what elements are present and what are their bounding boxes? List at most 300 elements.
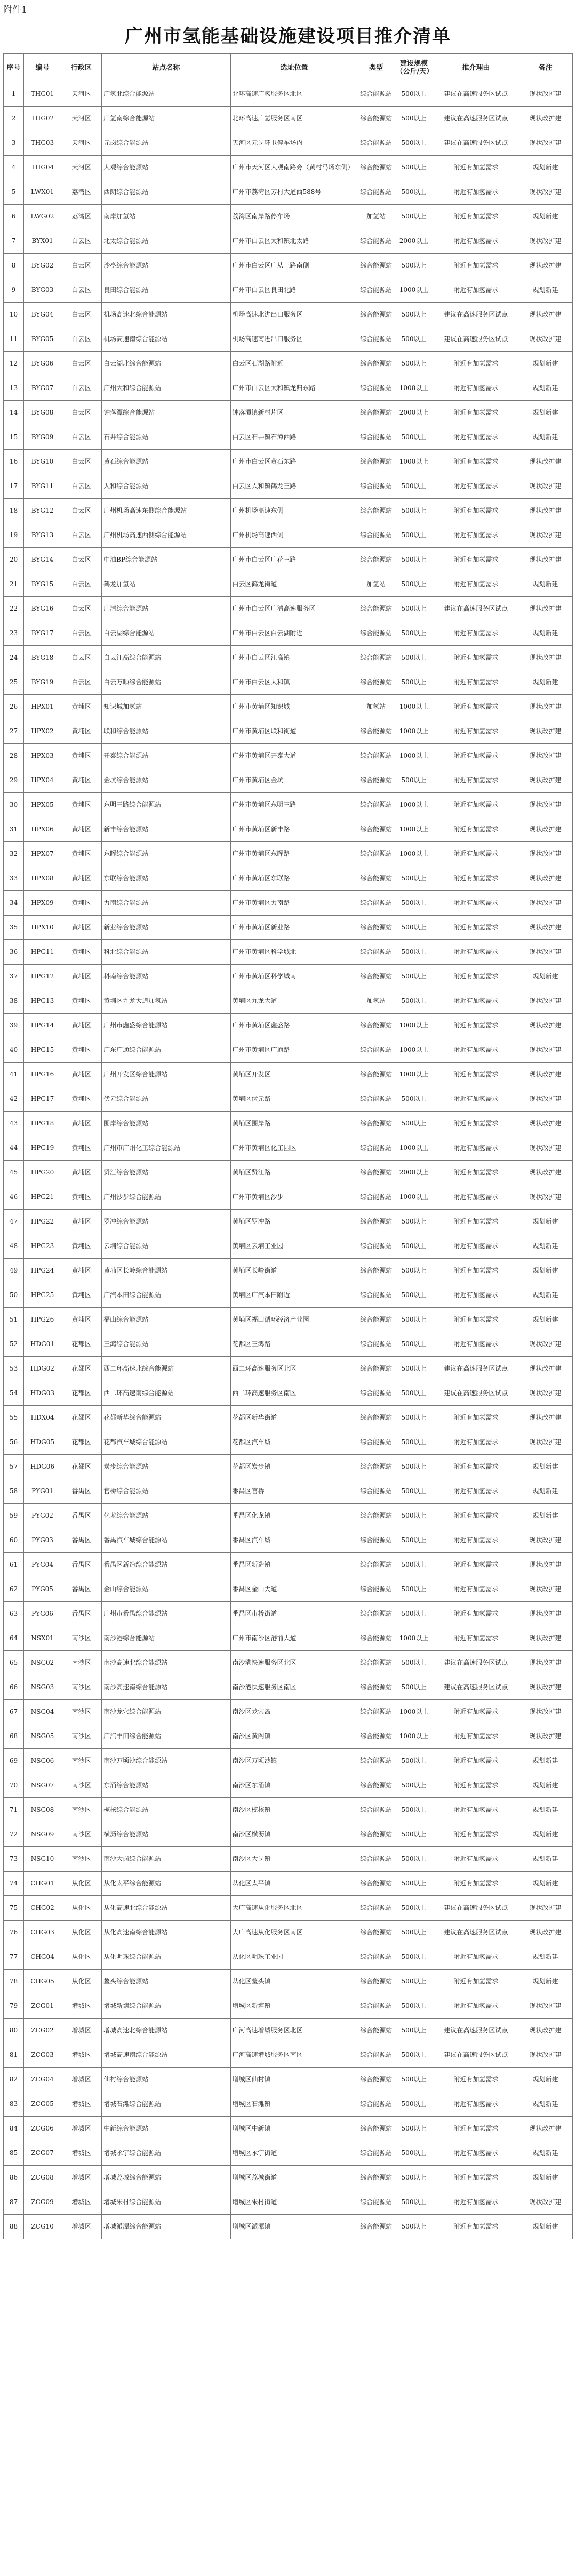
cell-code: NSG04 <box>24 1700 61 1724</box>
cell-remark: 规划新建 <box>518 1872 573 1896</box>
cell-district: 黄埔区 <box>61 1038 101 1063</box>
cell-station-name: 增城朱村综合能源站 <box>102 2190 230 2215</box>
cell-reason: 附近有加氢需求 <box>434 1798 518 1822</box>
cell-location: 花都区三鸿路 <box>230 1332 358 1357</box>
cell-type: 综合能源站 <box>358 1847 394 1872</box>
cell-remark: 规划新建 <box>518 1504 573 1528</box>
cell-station-name: 云埔综合能源站 <box>102 1234 230 1259</box>
cell-code: HPX10 <box>24 916 61 940</box>
cell-type: 综合能源站 <box>358 1577 394 1602</box>
cell-type: 综合能源站 <box>358 156 394 180</box>
cell-scale: 500以上 <box>394 1602 434 1626</box>
cell-type: 综合能源站 <box>358 180 394 205</box>
cell-remark: 规划新建 <box>518 1749 573 1773</box>
cell-code: NSX01 <box>24 1626 61 1651</box>
cell-type: 综合能源站 <box>358 866 394 891</box>
cell-scale: 500以上 <box>394 1970 434 1994</box>
cell-type: 综合能源站 <box>358 1626 394 1651</box>
table-row <box>4 989 573 1014</box>
cell-scale: 500以上 <box>394 965 434 989</box>
cell-scale: 500以上 <box>394 180 434 205</box>
cell-location: 广州市天河区大观南路旁（黄村马场东侧） <box>230 156 358 180</box>
cell-code: BYG10 <box>24 450 61 474</box>
cell-type: 加氢站 <box>358 205 394 229</box>
cell-scale: 1000以上 <box>394 1136 434 1161</box>
table-row <box>4 646 573 670</box>
cell-district: 白云区 <box>61 376 101 401</box>
cell-seq: 64 <box>4 1626 24 1651</box>
cell-reason: 附近有加氢需求 <box>434 1577 518 1602</box>
cell-station-name: 机场高速南综合能源站 <box>102 327 230 352</box>
cell-location: 北环高速广氢服务区南区 <box>230 107 358 131</box>
cell-scale: 500以上 <box>394 866 434 891</box>
cell-code: CHG05 <box>24 1970 61 1994</box>
cell-type: 综合能源站 <box>358 597 394 621</box>
cell-reason: 附近有加氢需求 <box>434 1970 518 1994</box>
cell-seq: 68 <box>4 1724 24 1749</box>
cell-location: 增城区石滩镇 <box>230 2092 358 2117</box>
cell-reason: 附近有加氢需求 <box>434 1700 518 1724</box>
cell-scale: 500以上 <box>394 2092 434 2117</box>
table-row <box>4 1847 573 1872</box>
cell-seq: 36 <box>4 940 24 965</box>
cell-scale: 500以上 <box>394 425 434 450</box>
cell-district: 增城区 <box>61 2117 101 2141</box>
cell-reason: 附近有加氢需求 <box>434 891 518 916</box>
cell-district: 黄埔区 <box>61 891 101 916</box>
cell-seq: 88 <box>4 2215 24 2239</box>
cell-district: 白云区 <box>61 352 101 376</box>
cell-district: 白云区 <box>61 450 101 474</box>
cell-station-name: 力南综合能源站 <box>102 891 230 916</box>
cell-reason: 附近有加氢需求 <box>434 866 518 891</box>
cell-location: 黄埔区罗冲路 <box>230 1210 358 1234</box>
cell-scale: 1000以上 <box>394 744 434 768</box>
table-row <box>4 425 573 450</box>
table-row <box>4 2190 573 2215</box>
cell-remark: 现状改扩建 <box>518 768 573 793</box>
cell-location: 广州市黄埔区鑫盛路 <box>230 1014 358 1038</box>
cell-scale: 500以上 <box>394 1504 434 1528</box>
cell-location: 白云区石湖路附近 <box>230 352 358 376</box>
cell-type: 综合能源站 <box>358 940 394 965</box>
cell-district: 花都区 <box>61 1455 101 1479</box>
cell-code: THG04 <box>24 156 61 180</box>
table-row <box>4 1479 573 1504</box>
cell-station-name: 番禺区新造综合能源站 <box>102 1553 230 1577</box>
cell-location: 西二环高速服务区南区 <box>230 1381 358 1406</box>
cell-type: 加氢站 <box>358 989 394 1014</box>
table-row <box>4 2019 573 2043</box>
cell-location: 番禺区化龙镇 <box>230 1504 358 1528</box>
cell-district: 南沙区 <box>61 1626 101 1651</box>
cell-location: 广州机场高速东侧 <box>230 499 358 523</box>
cell-scale: 500以上 <box>394 1528 434 1553</box>
header-code: 编号 <box>24 54 61 82</box>
header-reason: 推介理由 <box>434 54 518 82</box>
cell-reason: 建议在高速服务区试点 <box>434 1381 518 1406</box>
cell-seq: 1 <box>4 82 24 107</box>
cell-location: 黄埔区长岭街道 <box>230 1259 358 1283</box>
cell-scale: 1000以上 <box>394 1038 434 1063</box>
table-row <box>4 1675 573 1700</box>
cell-station-name: 南沙港综合能源站 <box>102 1626 230 1651</box>
cell-remark: 现状改扩建 <box>518 2043 573 2068</box>
cell-seq: 3 <box>4 131 24 156</box>
table-row <box>4 2166 573 2190</box>
cell-remark: 现状改扩建 <box>518 1724 573 1749</box>
cell-district: 黄埔区 <box>61 1087 101 1112</box>
cell-remark: 现状改扩建 <box>518 597 573 621</box>
cell-district: 黄埔区 <box>61 1063 101 1087</box>
table-row <box>4 793 573 817</box>
cell-seq: 54 <box>4 1381 24 1406</box>
cell-district: 白云区 <box>61 670 101 695</box>
cell-scale: 500以上 <box>394 327 434 352</box>
cell-location: 南沙区龙穴岛 <box>230 1700 358 1724</box>
cell-seq: 72 <box>4 1822 24 1847</box>
cell-location: 黄埔区开发区 <box>230 1063 358 1087</box>
cell-scale: 500以上 <box>394 1847 434 1872</box>
cell-station-name: 南沙万顷沙综合能源站 <box>102 1749 230 1773</box>
cell-scale: 500以上 <box>394 1381 434 1406</box>
cell-remark: 现状改扩建 <box>518 548 573 572</box>
cell-seq: 38 <box>4 989 24 1014</box>
cell-district: 南沙区 <box>61 1749 101 1773</box>
cell-location: 天河区元岗环卫停车场内 <box>230 131 358 156</box>
cell-seq: 78 <box>4 1970 24 1994</box>
cell-seq: 7 <box>4 229 24 254</box>
cell-scale: 1000以上 <box>394 376 434 401</box>
cell-seq: 23 <box>4 621 24 646</box>
cell-seq: 35 <box>4 916 24 940</box>
cell-seq: 51 <box>4 1308 24 1332</box>
cell-remark: 规划新建 <box>518 1798 573 1822</box>
cell-location: 南沙港快速服务区北区 <box>230 1651 358 1675</box>
cell-station-name: 广氢南综合能源站 <box>102 107 230 131</box>
table-header-row <box>4 54 573 82</box>
cell-reason: 附近有加氢需求 <box>434 1185 518 1210</box>
cell-reason: 附近有加氢需求 <box>434 695 518 719</box>
table-row <box>4 1014 573 1038</box>
cell-district: 白云区 <box>61 229 101 254</box>
cell-reason: 建议在高速服务区试点 <box>434 82 518 107</box>
annex-label: 附件1 <box>3 5 27 15</box>
cell-location: 从化区太平镇 <box>230 1872 358 1896</box>
cell-station-name: 白云江高综合能源站 <box>102 646 230 670</box>
cell-remark: 规划新建 <box>518 1847 573 1872</box>
cell-scale: 1000以上 <box>394 1626 434 1651</box>
cell-reason: 附近有加氢需求 <box>434 1626 518 1651</box>
cell-type: 综合能源站 <box>358 1259 394 1283</box>
cell-location: 黄埔区广汽本田附近 <box>230 1283 358 1308</box>
cell-type: 综合能源站 <box>358 1504 394 1528</box>
cell-seq: 18 <box>4 499 24 523</box>
cell-seq: 33 <box>4 866 24 891</box>
cell-remark: 规划新建 <box>518 156 573 180</box>
cell-remark: 现状改扩建 <box>518 1185 573 1210</box>
cell-district: 白云区 <box>61 327 101 352</box>
cell-type: 综合能源站 <box>358 229 394 254</box>
cell-code: THG02 <box>24 107 61 131</box>
cell-type: 综合能源站 <box>358 1822 394 1847</box>
cell-seq: 59 <box>4 1504 24 1528</box>
cell-station-name: 中油BP综合能源站 <box>102 548 230 572</box>
cell-location: 广州市黄埔区化工园区 <box>230 1136 358 1161</box>
cell-reason: 附近有加氢需求 <box>434 499 518 523</box>
header-district: 行政区 <box>61 54 101 82</box>
cell-code: HDG02 <box>24 1357 61 1381</box>
table-row <box>4 1430 573 1455</box>
cell-district: 从化区 <box>61 1872 101 1896</box>
cell-type: 综合能源站 <box>358 916 394 940</box>
cell-seq: 27 <box>4 719 24 744</box>
cell-location: 白云区石井镇石潭西路 <box>230 425 358 450</box>
table-row <box>4 940 573 965</box>
cell-district: 白云区 <box>61 572 101 597</box>
cell-code: HDG01 <box>24 1332 61 1357</box>
cell-seq: 82 <box>4 2068 24 2092</box>
cell-reason: 建议在高速服务区试点 <box>434 1675 518 1700</box>
cell-code: HDX04 <box>24 1406 61 1430</box>
cell-scale: 500以上 <box>394 1749 434 1773</box>
cell-location: 广州市黄埔区知识城 <box>230 695 358 719</box>
cell-station-name: 广州机场高速西侧综合能源站 <box>102 523 230 548</box>
cell-type: 综合能源站 <box>358 1675 394 1700</box>
cell-type: 综合能源站 <box>358 2141 394 2166</box>
cell-location: 广州市黄埔区东联路 <box>230 866 358 891</box>
cell-reason: 附近有加氢需求 <box>434 1724 518 1749</box>
cell-type: 综合能源站 <box>358 107 394 131</box>
cell-scale: 2000以上 <box>394 1161 434 1185</box>
cell-district: 黄埔区 <box>61 817 101 842</box>
cell-reason: 附近有加氢需求 <box>434 719 518 744</box>
cell-station-name: 横沥综合能源站 <box>102 1822 230 1847</box>
cell-location: 广州市黄埔区联和街道 <box>230 719 358 744</box>
cell-seq: 9 <box>4 278 24 303</box>
cell-station-name: 南沙大岗综合能源站 <box>102 1847 230 1872</box>
header-scale: 建设规模（公斤/天） <box>394 54 434 82</box>
cell-location: 黄埔区九龙大道 <box>230 989 358 1014</box>
cell-code: NSG07 <box>24 1773 61 1798</box>
cell-remark: 现状改扩建 <box>518 866 573 891</box>
cell-district: 南沙区 <box>61 1822 101 1847</box>
cell-scale: 500以上 <box>394 1921 434 1945</box>
cell-district: 白云区 <box>61 303 101 327</box>
cell-type: 综合能源站 <box>358 1970 394 1994</box>
cell-seq: 43 <box>4 1112 24 1136</box>
cell-seq: 84 <box>4 2117 24 2141</box>
cell-station-name: 榄核综合能源站 <box>102 1798 230 1822</box>
cell-district: 白云区 <box>61 523 101 548</box>
cell-seq: 44 <box>4 1136 24 1161</box>
cell-seq: 73 <box>4 1847 24 1872</box>
cell-district: 黄埔区 <box>61 1308 101 1332</box>
cell-scale: 1000以上 <box>394 719 434 744</box>
cell-reason: 附近有加氢需求 <box>434 842 518 866</box>
cell-scale: 1000以上 <box>394 1185 434 1210</box>
cell-reason: 附近有加氢需求 <box>434 474 518 499</box>
cell-reason: 附近有加氢需求 <box>434 1872 518 1896</box>
cell-reason: 建议在高速服务区试点 <box>434 303 518 327</box>
cell-district: 天河区 <box>61 156 101 180</box>
cell-code: HPG24 <box>24 1259 61 1283</box>
cell-seq: 63 <box>4 1602 24 1626</box>
cell-station-name: 从化明珠综合能源站 <box>102 1945 230 1970</box>
cell-type: 综合能源站 <box>358 1921 394 1945</box>
cell-code: ZCG03 <box>24 2043 61 2068</box>
cell-station-name: 增城永宁综合能源站 <box>102 2141 230 2166</box>
cell-district: 从化区 <box>61 1896 101 1921</box>
cell-location: 广州市黄埔区新丰路 <box>230 817 358 842</box>
cell-reason: 附近有加氢需求 <box>434 401 518 425</box>
cell-station-name: 从化太平综合能源站 <box>102 1872 230 1896</box>
cell-scale: 500以上 <box>394 916 434 940</box>
cell-district: 荔湾区 <box>61 205 101 229</box>
cell-location: 广州市白云区良田北路 <box>230 278 358 303</box>
cell-location: 增城区荔城街道 <box>230 2166 358 2190</box>
cell-code: CHG03 <box>24 1921 61 1945</box>
cell-district: 黄埔区 <box>61 719 101 744</box>
cell-station-name: 鹤龙加氢站 <box>102 572 230 597</box>
cell-station-name: 元岗综合能源站 <box>102 131 230 156</box>
cell-seq: 32 <box>4 842 24 866</box>
cell-district: 天河区 <box>61 82 101 107</box>
table-body <box>4 82 573 2239</box>
table-row <box>4 916 573 940</box>
header-location: 选址位置 <box>230 54 358 82</box>
cell-reason: 附近有加氢需求 <box>434 1234 518 1259</box>
cell-type: 综合能源站 <box>358 1749 394 1773</box>
cell-reason: 附近有加氢需求 <box>434 1822 518 1847</box>
cell-scale: 500以上 <box>394 1283 434 1308</box>
cell-type: 综合能源站 <box>358 670 394 695</box>
table-row <box>4 205 573 229</box>
cell-remark: 现状改扩建 <box>518 1014 573 1038</box>
cell-seq: 37 <box>4 965 24 989</box>
table-row <box>4 156 573 180</box>
cell-scale: 500以上 <box>394 1406 434 1430</box>
table-row <box>4 1406 573 1430</box>
cell-station-name: 围岸综合能源站 <box>102 1112 230 1136</box>
cell-scale: 1000以上 <box>394 817 434 842</box>
cell-location: 番禺区市桥街道 <box>230 1602 358 1626</box>
cell-seq: 74 <box>4 1872 24 1896</box>
cell-remark: 规划新建 <box>518 1210 573 1234</box>
cell-remark: 现状改扩建 <box>518 82 573 107</box>
cell-seq: 34 <box>4 891 24 916</box>
cell-seq: 22 <box>4 597 24 621</box>
cell-district: 天河区 <box>61 107 101 131</box>
cell-seq: 53 <box>4 1357 24 1381</box>
cell-code: NSG10 <box>24 1847 61 1872</box>
cell-station-name: 广东广通综合能源站 <box>102 1038 230 1063</box>
cell-remark: 规划新建 <box>518 278 573 303</box>
cell-district: 荔湾区 <box>61 180 101 205</box>
cell-reason: 附近有加氢需求 <box>434 156 518 180</box>
cell-reason: 附近有加氢需求 <box>434 2166 518 2190</box>
cell-remark: 规划新建 <box>518 2166 573 2190</box>
cell-code: ZCG06 <box>24 2117 61 2141</box>
table-row <box>4 278 573 303</box>
cell-station-name: 联和综合能源站 <box>102 719 230 744</box>
cell-reason: 建议在高速服务区试点 <box>434 1921 518 1945</box>
cell-district: 黄埔区 <box>61 965 101 989</box>
cell-scale: 1000以上 <box>394 1700 434 1724</box>
cell-scale: 500以上 <box>394 1479 434 1504</box>
project-table <box>3 53 573 2239</box>
header-station-name: 站点名称 <box>102 54 230 82</box>
cell-reason: 附近有加氢需求 <box>434 180 518 205</box>
table-row <box>4 1087 573 1112</box>
table-row <box>4 2043 573 2068</box>
cell-remark: 规划新建 <box>518 425 573 450</box>
cell-location: 黄埔区贤江路 <box>230 1161 358 1185</box>
cell-district: 白云区 <box>61 401 101 425</box>
cell-type: 综合能源站 <box>358 1406 394 1430</box>
cell-district: 天河区 <box>61 131 101 156</box>
cell-station-name: 广州市广州化工综合能源站 <box>102 1136 230 1161</box>
cell-station-name: 炭步综合能源站 <box>102 1455 230 1479</box>
cell-reason: 附近有加氢需求 <box>434 572 518 597</box>
cell-seq: 57 <box>4 1455 24 1479</box>
cell-seq: 11 <box>4 327 24 352</box>
cell-station-name: 开泰综合能源站 <box>102 744 230 768</box>
cell-location: 广州市黄埔区科学城北 <box>230 940 358 965</box>
cell-code: BYG08 <box>24 401 61 425</box>
cell-code: HPX09 <box>24 891 61 916</box>
cell-reason: 附近有加氢需求 <box>434 1087 518 1112</box>
cell-code: CHG01 <box>24 1872 61 1896</box>
cell-code: BYG02 <box>24 254 61 278</box>
cell-station-name: 增城石滩综合能源站 <box>102 2092 230 2117</box>
cell-scale: 500以上 <box>394 1112 434 1136</box>
cell-remark: 规划新建 <box>518 2092 573 2117</box>
cell-type: 综合能源站 <box>358 2092 394 2117</box>
cell-type: 综合能源站 <box>358 1651 394 1675</box>
cell-code: HDG05 <box>24 1430 61 1455</box>
table-row <box>4 1749 573 1773</box>
cell-code: BYG17 <box>24 621 61 646</box>
cell-remark: 现状改扩建 <box>518 1112 573 1136</box>
cell-location: 广州市白云区广清高速服务区 <box>230 597 358 621</box>
cell-station-name: 广汽本田综合能源站 <box>102 1283 230 1308</box>
cell-code: THG03 <box>24 131 61 156</box>
cell-type: 综合能源站 <box>358 719 394 744</box>
table-row <box>4 1822 573 1847</box>
cell-scale: 2000以上 <box>394 401 434 425</box>
cell-station-name: 增城高速南综合能源站 <box>102 2043 230 2068</box>
cell-type: 综合能源站 <box>358 1945 394 1970</box>
cell-remark: 现状改扩建 <box>518 1626 573 1651</box>
cell-scale: 1000以上 <box>394 1014 434 1038</box>
cell-location: 广州市黄埔区开泰大道 <box>230 744 358 768</box>
table-row <box>4 1553 573 1577</box>
cell-station-name: 东联综合能源站 <box>102 866 230 891</box>
cell-location: 南沙区榄核镇 <box>230 1798 358 1822</box>
cell-reason: 附近有加氢需求 <box>434 254 518 278</box>
cell-type: 综合能源站 <box>358 82 394 107</box>
cell-seq: 79 <box>4 1994 24 2019</box>
cell-location: 花都区新华街道 <box>230 1406 358 1430</box>
cell-code: HPG11 <box>24 940 61 965</box>
cell-type: 综合能源站 <box>358 352 394 376</box>
cell-station-name: 中新综合能源站 <box>102 2117 230 2141</box>
cell-scale: 500以上 <box>394 1577 434 1602</box>
cell-type: 综合能源站 <box>358 1798 394 1822</box>
cell-reason: 附近有加氢需求 <box>434 548 518 572</box>
table-row <box>4 1283 573 1308</box>
